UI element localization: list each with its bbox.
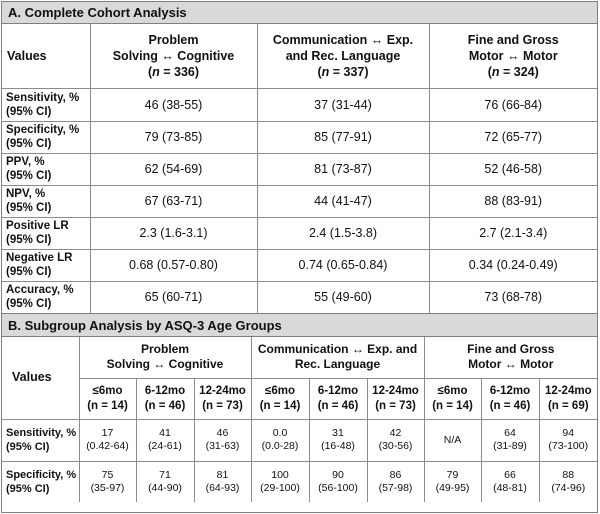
table-cell: 81 (64-93) [194, 461, 251, 502]
age-col-header: 12-24mo (n = 73) [194, 378, 251, 419]
col-header-n-label: n [491, 64, 500, 79]
table-row [2, 281, 597, 313]
row-label: Sensitivity, % (95% CI) [2, 419, 79, 461]
table-cell: 46 (31-63) [194, 419, 251, 461]
age-col-header: 6-12mo (n = 46) [309, 378, 367, 419]
table-row [2, 153, 597, 185]
values-header: Values [2, 337, 79, 419]
table-cell: 67 (63-71) [90, 185, 257, 217]
col-header-communication: Communication ↔ Exp. and Rec. Language (n = 337) [257, 24, 429, 88]
age-col-header: ≤6mo (n = 14) [251, 378, 309, 419]
table-row [2, 88, 597, 121]
row-label: Sensitivity, % (95% CI) [2, 88, 90, 121]
table-cell: 86 (57-98) [367, 461, 424, 502]
row-label: Accuracy, % (95% CI) [2, 281, 90, 313]
table-cell: 90 (56-100) [309, 461, 367, 502]
table-cell: 79 (73-85) [90, 121, 257, 153]
row-label: Specificity, % (95% CI) [2, 121, 90, 153]
table-cell: 2.3 (1.6-3.1) [90, 217, 257, 249]
table-cell: 62 (54-69) [90, 153, 257, 185]
table-row [2, 121, 597, 153]
table-cell: 100 (29-100) [251, 461, 309, 502]
table-cell: 64 (31-89) [481, 419, 539, 461]
col-header-line1: Communication ↔ Exp. [272, 32, 414, 47]
group-header-motor: Fine and Gross Motor ↔ Motor [424, 337, 597, 378]
table-cell: 0.68 (0.57-0.80) [90, 249, 257, 281]
section-b-title-text: B. Subgroup Analysis by ASQ-3 Age Groups [8, 317, 282, 333]
col-header-motor: Fine and Gross Motor ↔ Motor (n = 324) [429, 24, 597, 88]
table-cell: 55 (49-60) [257, 281, 429, 313]
row-label: PPV, % (95% CI) [2, 153, 90, 185]
table-row [2, 461, 597, 502]
table-cell: N/A [424, 419, 481, 461]
section-a-title [2, 2, 597, 24]
group-header-communication: Communication ↔ Exp. and Rec. Language [251, 337, 424, 378]
table-cell: 76 (66-84) [429, 88, 597, 121]
table-cell: 75 (35-97) [79, 461, 136, 502]
table-row [2, 249, 597, 281]
table-cell: 71 (44-90) [136, 461, 194, 502]
table-cell: 65 (60-71) [90, 281, 257, 313]
table-cell: 37 (31-44) [257, 88, 429, 121]
row-label: NPV, % (95% CI) [2, 185, 90, 217]
table-cell: 2.7 (2.1-3.4) [429, 217, 597, 249]
age-col-header: 12-24mo (n = 69) [539, 378, 597, 419]
age-col-header: ≤6mo (n = 14) [424, 378, 481, 419]
col-header-n-label: n [321, 64, 330, 79]
table-row [2, 419, 597, 461]
table-cell: 72 (65-77) [429, 121, 597, 153]
table-cell: 73 (68-78) [429, 281, 597, 313]
col-header-line1: Problem [148, 32, 199, 47]
table-cell: 0.0 (0.0-28) [251, 419, 309, 461]
figure-frame [1, 1, 598, 513]
age-col-header: 6-12mo (n = 46) [481, 378, 539, 419]
col-header-n-value: = 336) [163, 64, 200, 79]
complete-cohort-table [2, 24, 597, 313]
table-cell: 88 (74-96) [539, 461, 597, 502]
col-header-line2: Motor ↔ Motor [468, 48, 558, 63]
group-header-problem-solving: Problem Solving ↔ Cognitive [79, 337, 251, 378]
table-cell: 94 (73-100) [539, 419, 597, 461]
age-col-header: ≤6mo (n = 14) [79, 378, 136, 419]
table-cell: 44 (41-47) [257, 185, 429, 217]
table-cell: 79 (49-95) [424, 461, 481, 502]
col-header-problem-solving: Problem Solving ↔ Cognitive (n = 336) [90, 24, 257, 88]
table-b-subheader-row [2, 378, 597, 419]
table-cell: 81 (73-87) [257, 153, 429, 185]
table-cell: 46 (38-55) [90, 88, 257, 121]
age-col-header: 12-24mo (n = 73) [367, 378, 424, 419]
table-cell: 31 (16-48) [309, 419, 367, 461]
table-b-group-row [2, 337, 597, 378]
table-cell: 66 (48-81) [481, 461, 539, 502]
col-header-n-value: = 337) [332, 64, 369, 79]
section-a-title-text: A. Complete Cohort Analysis [8, 5, 187, 20]
age-col-header: 6-12mo (n = 46) [136, 378, 194, 419]
table-cell: 2.4 (1.5-3.8) [257, 217, 429, 249]
section-b-title [2, 313, 597, 337]
table-cell: 0.34 (0.24-0.49) [429, 249, 597, 281]
col-header-line2: Solving ↔ Cognitive [112, 48, 235, 63]
subgroup-table [2, 337, 597, 502]
col-header-line2: and Rec. Language [285, 48, 401, 63]
table-row [2, 217, 597, 249]
row-label: Negative LR (95% CI) [2, 249, 90, 281]
row-label: Positive LR (95% CI) [2, 217, 90, 249]
col-header-line1: Fine and Gross [467, 32, 559, 47]
table-cell: 52 (46-58) [429, 153, 597, 185]
table-row [2, 185, 597, 217]
table-cell: 0.74 (0.65-0.84) [257, 249, 429, 281]
col-header-n-value: = 324) [503, 64, 539, 79]
table-cell: 42 (30-56) [367, 419, 424, 461]
table-cell: 88 (83-91) [429, 185, 597, 217]
table-cell: 41 (24-61) [136, 419, 194, 461]
col-header-n-label: n [152, 64, 160, 79]
row-label: Specificity, % (95% CI) [2, 461, 79, 502]
values-header: Values [2, 24, 90, 88]
table-cell: 85 (77-91) [257, 121, 429, 153]
table-cell: 17 (0.42-64) [79, 419, 136, 461]
table-a-header-row [2, 24, 597, 88]
